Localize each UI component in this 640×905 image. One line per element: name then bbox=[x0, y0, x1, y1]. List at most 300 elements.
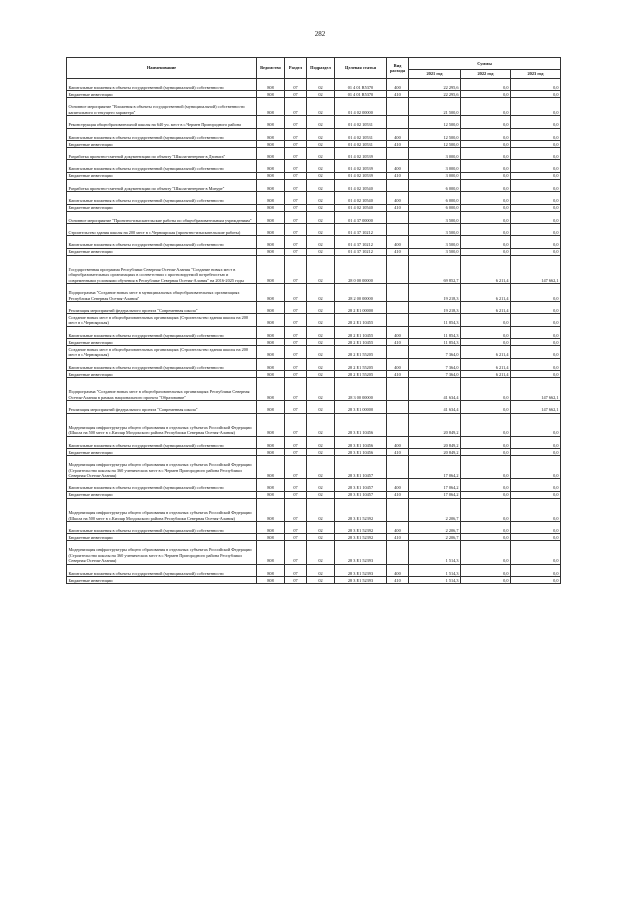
cell-sum-2022: 0,0 bbox=[461, 541, 511, 564]
cell-target-item: 28 3 E1 52392 bbox=[335, 534, 387, 541]
cell-sum-2022: 0,0 bbox=[461, 248, 511, 255]
cell-subsection: 02 bbox=[307, 564, 335, 576]
cell-sum-2023: 147 662,1 bbox=[511, 378, 561, 401]
cell-ministry: 808 bbox=[257, 371, 285, 378]
cell-target-item: 28 2 E1 10455 bbox=[335, 314, 387, 326]
cell-name: Бюджетные инвестиции bbox=[67, 204, 257, 211]
cell-sum-2022: 0,0 bbox=[461, 413, 511, 436]
cell-ministry: 808 bbox=[257, 116, 285, 128]
cell-sum-2021: 20 849,2 bbox=[409, 436, 461, 448]
cell-sum-2022: 0,0 bbox=[461, 326, 511, 338]
cell-name: Бюджетные инвестиции bbox=[67, 576, 257, 583]
cell-subsection: 02 bbox=[307, 140, 335, 147]
table-row bbox=[67, 358, 561, 370]
cell-subsection: 02 bbox=[307, 436, 335, 448]
cell-section: 07 bbox=[285, 284, 307, 302]
cell-subsection: 02 bbox=[307, 236, 335, 248]
cell-name: Реконструкция общеобразовательной школы на 640 уч. мест в с.Чермен Пригородного района bbox=[67, 116, 257, 128]
cell-sum-2023: 0,0 bbox=[511, 564, 561, 576]
table-row bbox=[67, 160, 561, 172]
cell-sum-2021: 69 852,7 bbox=[409, 255, 461, 284]
cell-expense-type: 400 bbox=[387, 192, 409, 204]
cell-sum-2021: 3 000,0 bbox=[409, 160, 461, 172]
cell-section: 07 bbox=[285, 521, 307, 533]
cell-name: Капитальные вложения в объекты государственной (муниципальной) собственности bbox=[67, 479, 257, 491]
table-row bbox=[67, 436, 561, 448]
cell-section: 07 bbox=[285, 498, 307, 521]
table-row bbox=[67, 91, 561, 98]
cell-sum-2021: 17 064,2 bbox=[409, 456, 461, 479]
cell-ministry: 808 bbox=[257, 541, 285, 564]
cell-target-item: 01 4 02 10540 bbox=[335, 179, 387, 191]
cell-target-item: 01 4 37 10212 bbox=[335, 248, 387, 255]
cell-sum-2021: 6 000,0 bbox=[409, 179, 461, 191]
table-row bbox=[67, 116, 561, 128]
cell-sum-2022: 0,0 bbox=[461, 456, 511, 479]
cell-ministry: 808 bbox=[257, 248, 285, 255]
cell-ministry: 808 bbox=[257, 79, 285, 91]
cell-subsection: 02 bbox=[307, 172, 335, 179]
cell-subsection: 02 bbox=[307, 116, 335, 128]
cell-sum-2022: 0,0 bbox=[461, 401, 511, 413]
cell-sum-2021: 3 500,0 bbox=[409, 223, 461, 235]
cell-sum-2023: 0,0 bbox=[511, 160, 561, 172]
cell-subsection: 02 bbox=[307, 534, 335, 541]
cell-sum-2023: 0,0 bbox=[511, 140, 561, 147]
cell-sum-2022: 0,0 bbox=[461, 91, 511, 98]
cell-sum-2023: 0,0 bbox=[511, 204, 561, 211]
cell-sum-2023: 0,0 bbox=[511, 371, 561, 378]
cell-name: Модернизация инфраструктуры общего образования в отдельных субъектах Российской Федерации (Школа на 500 мест в с.Кизляр Моздокского района Республики Северная Осетия-Алания) bbox=[67, 498, 257, 521]
cell-sum-2022: 0,0 bbox=[461, 436, 511, 448]
cell-subsection: 02 bbox=[307, 326, 335, 338]
table-row bbox=[67, 128, 561, 140]
cell-ministry: 808 bbox=[257, 521, 285, 533]
cell-target-item: 01 4 02 00000 bbox=[335, 98, 387, 116]
cell-name: Создание новых мест в общеобразовательных организациях (Строительство здания школы на 200 мест в с.Черноярская) bbox=[67, 346, 257, 358]
cell-subsection: 02 bbox=[307, 358, 335, 370]
cell-subsection: 02 bbox=[307, 521, 335, 533]
cell-ministry: 808 bbox=[257, 98, 285, 116]
page-number: 282 bbox=[314, 30, 326, 38]
cell-section: 07 bbox=[285, 326, 307, 338]
header-expense-type: Вид расхода bbox=[387, 58, 409, 79]
cell-section: 07 bbox=[285, 479, 307, 491]
cell-name: Капитальные вложения в объекты государственной (муниципальной) собственности bbox=[67, 326, 257, 338]
table-row bbox=[67, 172, 561, 179]
cell-target-item: 01 4 02 10531 bbox=[335, 140, 387, 147]
cell-expense-type: 400 bbox=[387, 236, 409, 248]
cell-name: Создание новых мест в общеобразовательных организациях (Строительство здания школы на 200 мест в с.Черноярская) bbox=[67, 314, 257, 326]
cell-expense-type: 400 bbox=[387, 564, 409, 576]
cell-subsection: 02 bbox=[307, 79, 335, 91]
cell-sum-2023: 0,0 bbox=[511, 248, 561, 255]
table-row bbox=[67, 79, 561, 91]
cell-sum-2022: 0,0 bbox=[461, 147, 511, 159]
cell-ministry: 808 bbox=[257, 211, 285, 223]
cell-sum-2021: 12 500,0 bbox=[409, 140, 461, 147]
cell-target-item: 28 3 E1 00000 bbox=[335, 401, 387, 413]
cell-sum-2023: 0,0 bbox=[511, 211, 561, 223]
cell-sum-2022: 6 211,4 bbox=[461, 371, 511, 378]
cell-sum-2023: 0,0 bbox=[511, 236, 561, 248]
cell-sum-2021: 12 500,0 bbox=[409, 116, 461, 128]
table-row bbox=[67, 479, 561, 491]
cell-sum-2021: 2 206,7 bbox=[409, 498, 461, 521]
table-row bbox=[67, 541, 561, 564]
cell-sum-2022: 0,0 bbox=[461, 534, 511, 541]
table-row bbox=[67, 98, 561, 116]
cell-subsection: 02 bbox=[307, 179, 335, 191]
cell-section: 07 bbox=[285, 541, 307, 564]
cell-name: Бюджетные инвестиции bbox=[67, 534, 257, 541]
cell-name: Разработка проектно-сметной документации по объекту "Школа-интернат в Дзинага" bbox=[67, 147, 257, 159]
cell-name: Бюджетные инвестиции bbox=[67, 140, 257, 147]
cell-section: 07 bbox=[285, 564, 307, 576]
cell-section: 07 bbox=[285, 204, 307, 211]
cell-name: Модернизация инфраструктуры общего образования в отдельных субъектах Российской Федерации (Школа на 500 мест в с.Кизляр Моздокского района Республики Северная Осетия-Алания) bbox=[67, 413, 257, 436]
cell-section: 07 bbox=[285, 576, 307, 583]
table-row bbox=[67, 564, 561, 576]
cell-sum-2022: 0,0 bbox=[461, 79, 511, 91]
cell-expense-type bbox=[387, 346, 409, 358]
cell-target-item: 28 3 00 00000 bbox=[335, 378, 387, 401]
cell-ministry: 808 bbox=[257, 147, 285, 159]
cell-subsection: 02 bbox=[307, 98, 335, 116]
cell-section: 07 bbox=[285, 449, 307, 456]
cell-section: 07 bbox=[285, 302, 307, 314]
cell-sum-2023: 0,0 bbox=[511, 358, 561, 370]
cell-name: Реализация мероприятий федерального проекта "Современная школа" bbox=[67, 401, 257, 413]
header-target-item: Целевая статья bbox=[335, 58, 387, 79]
table-row bbox=[67, 284, 561, 302]
cell-ministry: 808 bbox=[257, 172, 285, 179]
cell-sum-2022: 0,0 bbox=[461, 479, 511, 491]
cell-sum-2021: 12 500,0 bbox=[409, 128, 461, 140]
cell-sum-2021: 41 634,4 bbox=[409, 401, 461, 413]
cell-ministry: 808 bbox=[257, 358, 285, 370]
cell-ministry: 808 bbox=[257, 192, 285, 204]
cell-expense-type bbox=[387, 255, 409, 284]
cell-sum-2023: 0,0 bbox=[511, 491, 561, 498]
cell-subsection: 02 bbox=[307, 302, 335, 314]
header-subsection: Подраздел bbox=[307, 58, 335, 79]
cell-subsection: 02 bbox=[307, 314, 335, 326]
cell-sum-2022: 0,0 bbox=[461, 576, 511, 583]
cell-ministry: 808 bbox=[257, 456, 285, 479]
cell-name: Модернизация инфраструктуры общего образования в отдельных субъектах Российской Федерации (Строительство школы на 360 ученических мест в с.Чермен Пригородного района Республики Северная Осетия-Алания) bbox=[67, 541, 257, 564]
cell-name: Государственная программа Республики Северная Осетия-Алания "Создание новых мест в общеобразовательных организациях в соответствии с прогнозируемой потребностью и современными условиями обучения в Республике Северная Осетия-Алания" на 2016-2025 годы bbox=[67, 255, 257, 284]
cell-sum-2022: 6 211,4 bbox=[461, 302, 511, 314]
cell-sum-2021: 1 514,3 bbox=[409, 576, 461, 583]
cell-name: Бюджетные инвестиции bbox=[67, 491, 257, 498]
cell-name: Капитальные вложения в объекты государственной (муниципальной) собственности bbox=[67, 521, 257, 533]
cell-name: Основное мероприятие "Вложения в объекты государственной (муниципальной) собственности капитального и текущего характера" bbox=[67, 98, 257, 116]
cell-sum-2022: 0,0 bbox=[461, 223, 511, 235]
table-row bbox=[67, 339, 561, 346]
cell-sum-2023: 0,0 bbox=[511, 223, 561, 235]
table-row bbox=[67, 248, 561, 255]
table-header bbox=[67, 58, 561, 79]
cell-sum-2021: 1 514,3 bbox=[409, 541, 461, 564]
cell-sum-2022: 0,0 bbox=[461, 211, 511, 223]
cell-sum-2022: 6 211,4 bbox=[461, 358, 511, 370]
cell-sum-2023: 0,0 bbox=[511, 128, 561, 140]
cell-sum-2021: 21 500,0 bbox=[409, 98, 461, 116]
cell-target-item: 28 3 E1 52392 bbox=[335, 498, 387, 521]
cell-ministry: 808 bbox=[257, 413, 285, 436]
cell-section: 07 bbox=[285, 491, 307, 498]
cell-name: Реализация мероприятий федерального проекта "Современная школа" bbox=[67, 302, 257, 314]
cell-sum-2021: 7 364,0 bbox=[409, 358, 461, 370]
cell-subsection: 02 bbox=[307, 255, 335, 284]
cell-subsection: 02 bbox=[307, 211, 335, 223]
cell-expense-type: 410 bbox=[387, 248, 409, 255]
cell-target-item: 01 4 02 10539 bbox=[335, 172, 387, 179]
cell-expense-type bbox=[387, 498, 409, 521]
cell-expense-type: 410 bbox=[387, 534, 409, 541]
cell-sum-2022: 0,0 bbox=[461, 378, 511, 401]
cell-ministry: 808 bbox=[257, 479, 285, 491]
cell-sum-2021: 3 500,0 bbox=[409, 248, 461, 255]
cell-expense-type bbox=[387, 211, 409, 223]
cell-expense-type: 400 bbox=[387, 521, 409, 533]
cell-sum-2021: 6 000,0 bbox=[409, 192, 461, 204]
cell-ministry: 808 bbox=[257, 160, 285, 172]
cell-section: 07 bbox=[285, 98, 307, 116]
cell-sum-2023: 0,0 bbox=[511, 534, 561, 541]
cell-sum-2022: 0,0 bbox=[461, 491, 511, 498]
cell-expense-type: 410 bbox=[387, 491, 409, 498]
cell-section: 07 bbox=[285, 116, 307, 128]
cell-sum-2021: 22 295,6 bbox=[409, 79, 461, 91]
table-row bbox=[67, 140, 561, 147]
cell-ministry: 808 bbox=[257, 491, 285, 498]
cell-target-item: 28 2 E1 55205 bbox=[335, 358, 387, 370]
cell-target-item: 01 4 37 10212 bbox=[335, 236, 387, 248]
cell-section: 07 bbox=[285, 211, 307, 223]
cell-expense-type bbox=[387, 302, 409, 314]
cell-subsection: 02 bbox=[307, 491, 335, 498]
cell-target-item: 01 4 02 10539 bbox=[335, 147, 387, 159]
cell-ministry: 808 bbox=[257, 564, 285, 576]
budget-table bbox=[66, 57, 561, 584]
cell-name: Подпрограмма "Создание новых мест в муниципальных общеобразовательных организациях Республики Северная Осетия-Алания" bbox=[67, 284, 257, 302]
cell-name: Бюджетные инвестиции bbox=[67, 449, 257, 456]
cell-sum-2021: 11 854,3 bbox=[409, 339, 461, 346]
cell-target-item: 01 4 02 10540 bbox=[335, 192, 387, 204]
cell-expense-type: 400 bbox=[387, 79, 409, 91]
cell-name: Бюджетные инвестиции bbox=[67, 339, 257, 346]
cell-sum-2023: 0,0 bbox=[511, 98, 561, 116]
cell-name: Бюджетные инвестиции bbox=[67, 172, 257, 179]
cell-expense-type: 410 bbox=[387, 204, 409, 211]
cell-sum-2022: 0,0 bbox=[461, 160, 511, 172]
cell-sum-2023: 0,0 bbox=[511, 314, 561, 326]
cell-ministry: 808 bbox=[257, 378, 285, 401]
cell-name: Модернизация инфраструктуры общего образования в отдельных субъектах Российской Федерации (Строительство школы на 360 ученических мест в с.Чермен Пригородного района Республики Северная Осетия-Алания) bbox=[67, 456, 257, 479]
cell-name: Капитальные вложения в объекты государственной (муниципальной) собственности bbox=[67, 436, 257, 448]
cell-target-item: 01 4 37 00000 bbox=[335, 211, 387, 223]
cell-sum-2023: 0,0 bbox=[511, 413, 561, 436]
cell-expense-type: 400 bbox=[387, 358, 409, 370]
table-row bbox=[67, 371, 561, 378]
table-row bbox=[67, 498, 561, 521]
cell-section: 07 bbox=[285, 248, 307, 255]
cell-expense-type bbox=[387, 223, 409, 235]
cell-subsection: 02 bbox=[307, 91, 335, 98]
cell-name: Бюджетные инвестиции bbox=[67, 248, 257, 255]
cell-sum-2021: 11 854,3 bbox=[409, 314, 461, 326]
cell-ministry: 808 bbox=[257, 236, 285, 248]
cell-expense-type: 410 bbox=[387, 91, 409, 98]
cell-ministry: 808 bbox=[257, 436, 285, 448]
cell-sum-2023: 0,0 bbox=[511, 172, 561, 179]
cell-sum-2021: 41 634,4 bbox=[409, 378, 461, 401]
cell-sum-2021: 6 000,0 bbox=[409, 204, 461, 211]
cell-section: 07 bbox=[285, 456, 307, 479]
cell-sum-2022: 0,0 bbox=[461, 521, 511, 533]
cell-ministry: 808 bbox=[257, 91, 285, 98]
cell-sum-2023: 0,0 bbox=[511, 339, 561, 346]
cell-sum-2023: 0,0 bbox=[511, 79, 561, 91]
cell-subsection: 02 bbox=[307, 449, 335, 456]
cell-sum-2023: 147 662,1 bbox=[511, 401, 561, 413]
cell-subsection: 02 bbox=[307, 371, 335, 378]
table-row bbox=[67, 576, 561, 583]
table-row bbox=[67, 211, 561, 223]
cell-subsection: 02 bbox=[307, 498, 335, 521]
cell-section: 07 bbox=[285, 179, 307, 191]
cell-sum-2021: 3 000,0 bbox=[409, 172, 461, 179]
cell-subsection: 02 bbox=[307, 541, 335, 564]
cell-sum-2023: 0,0 bbox=[511, 521, 561, 533]
cell-ministry: 808 bbox=[257, 255, 285, 284]
cell-target-item: 28 2 00 00000 bbox=[335, 284, 387, 302]
cell-sum-2022: 0,0 bbox=[461, 564, 511, 576]
cell-subsection: 02 bbox=[307, 128, 335, 140]
cell-sum-2023: 0,0 bbox=[511, 449, 561, 456]
cell-subsection: 02 bbox=[307, 147, 335, 159]
cell-expense-type: 410 bbox=[387, 371, 409, 378]
cell-subsection: 02 bbox=[307, 339, 335, 346]
table-row bbox=[67, 401, 561, 413]
cell-subsection: 02 bbox=[307, 248, 335, 255]
cell-expense-type: 410 bbox=[387, 140, 409, 147]
cell-expense-type: 410 bbox=[387, 576, 409, 583]
cell-expense-type bbox=[387, 401, 409, 413]
cell-target-item: 28 2 E1 10455 bbox=[335, 326, 387, 338]
cell-expense-type: 400 bbox=[387, 326, 409, 338]
cell-sum-2023: 0,0 bbox=[511, 326, 561, 338]
cell-name: Бюджетные инвестиции bbox=[67, 371, 257, 378]
cell-ministry: 808 bbox=[257, 302, 285, 314]
cell-sum-2021: 17 064,2 bbox=[409, 491, 461, 498]
cell-sum-2023: 0,0 bbox=[511, 91, 561, 98]
cell-target-item: 01 4 02 10539 bbox=[335, 160, 387, 172]
cell-section: 07 bbox=[285, 436, 307, 448]
cell-name: Подпрограмма "Создание новых мест в общеобразовательных организациях Республики Северная Осетия-Алания в рамках национального проекта "Образование" bbox=[67, 378, 257, 401]
cell-target-item: 28 3 E1 10456 bbox=[335, 413, 387, 436]
cell-sum-2022: 0,0 bbox=[461, 179, 511, 191]
cell-target-item: 28 3 E1 10456 bbox=[335, 436, 387, 448]
cell-subsection: 02 bbox=[307, 456, 335, 479]
cell-sum-2022: 6 211,4 bbox=[461, 255, 511, 284]
cell-ministry: 808 bbox=[257, 140, 285, 147]
table-row bbox=[67, 147, 561, 159]
header-year-2022: 2022 год bbox=[461, 70, 511, 79]
table-row bbox=[67, 255, 561, 284]
cell-sum-2022: 0,0 bbox=[461, 314, 511, 326]
cell-section: 07 bbox=[285, 413, 307, 436]
cell-target-item: 28 3 E1 10457 bbox=[335, 456, 387, 479]
table-row bbox=[67, 449, 561, 456]
table-row bbox=[67, 314, 561, 326]
cell-sum-2021: 17 064,2 bbox=[409, 479, 461, 491]
table-row bbox=[67, 302, 561, 314]
cell-expense-type bbox=[387, 116, 409, 128]
cell-sum-2022: 6 211,4 bbox=[461, 346, 511, 358]
cell-section: 07 bbox=[285, 140, 307, 147]
cell-sum-2021: 22 295,6 bbox=[409, 91, 461, 98]
cell-subsection: 02 bbox=[307, 576, 335, 583]
cell-sum-2021: 19 218,3 bbox=[409, 302, 461, 314]
cell-expense-type bbox=[387, 541, 409, 564]
cell-expense-type bbox=[387, 179, 409, 191]
cell-name: Разработка проектно-сметной документации по объекту "Школа-интернат в Мизуре" bbox=[67, 179, 257, 191]
cell-sum-2021: 1 514,3 bbox=[409, 564, 461, 576]
cell-section: 07 bbox=[285, 223, 307, 235]
cell-section: 07 bbox=[285, 160, 307, 172]
cell-sum-2023: 0,0 bbox=[511, 179, 561, 191]
cell-expense-type bbox=[387, 378, 409, 401]
cell-section: 07 bbox=[285, 358, 307, 370]
cell-target-item: 28 2 E1 55205 bbox=[335, 371, 387, 378]
cell-subsection: 02 bbox=[307, 284, 335, 302]
cell-sum-2022: 0,0 bbox=[461, 339, 511, 346]
cell-sum-2023: 0,0 bbox=[511, 147, 561, 159]
table-row bbox=[67, 192, 561, 204]
cell-sum-2023: 0,0 bbox=[511, 576, 561, 583]
table-row bbox=[67, 223, 561, 235]
cell-section: 07 bbox=[285, 128, 307, 140]
cell-section: 07 bbox=[285, 401, 307, 413]
cell-target-item: 28 3 E1 52393 bbox=[335, 576, 387, 583]
table-row bbox=[67, 236, 561, 248]
table-row bbox=[67, 346, 561, 358]
cell-expense-type: 410 bbox=[387, 449, 409, 456]
cell-sum-2022: 0,0 bbox=[461, 498, 511, 521]
cell-target-item: 28 3 E1 52393 bbox=[335, 541, 387, 564]
cell-ministry: 808 bbox=[257, 204, 285, 211]
cell-name: Капитальные вложения в объекты государственной (муниципальной) собственности bbox=[67, 564, 257, 576]
cell-ministry: 808 bbox=[257, 326, 285, 338]
cell-sum-2022: 0,0 bbox=[461, 116, 511, 128]
cell-ministry: 808 bbox=[257, 179, 285, 191]
cell-sum-2023: 0,0 bbox=[511, 456, 561, 479]
cell-expense-type bbox=[387, 147, 409, 159]
table-row bbox=[67, 179, 561, 191]
cell-sum-2023: 0,0 bbox=[511, 284, 561, 302]
cell-section: 07 bbox=[285, 79, 307, 91]
cell-section: 07 bbox=[285, 255, 307, 284]
cell-sum-2021: 11 854,3 bbox=[409, 326, 461, 338]
cell-section: 07 bbox=[285, 172, 307, 179]
cell-sum-2023: 0,0 bbox=[511, 498, 561, 521]
cell-sum-2022: 0,0 bbox=[461, 98, 511, 116]
cell-section: 07 bbox=[285, 378, 307, 401]
cell-ministry: 808 bbox=[257, 576, 285, 583]
